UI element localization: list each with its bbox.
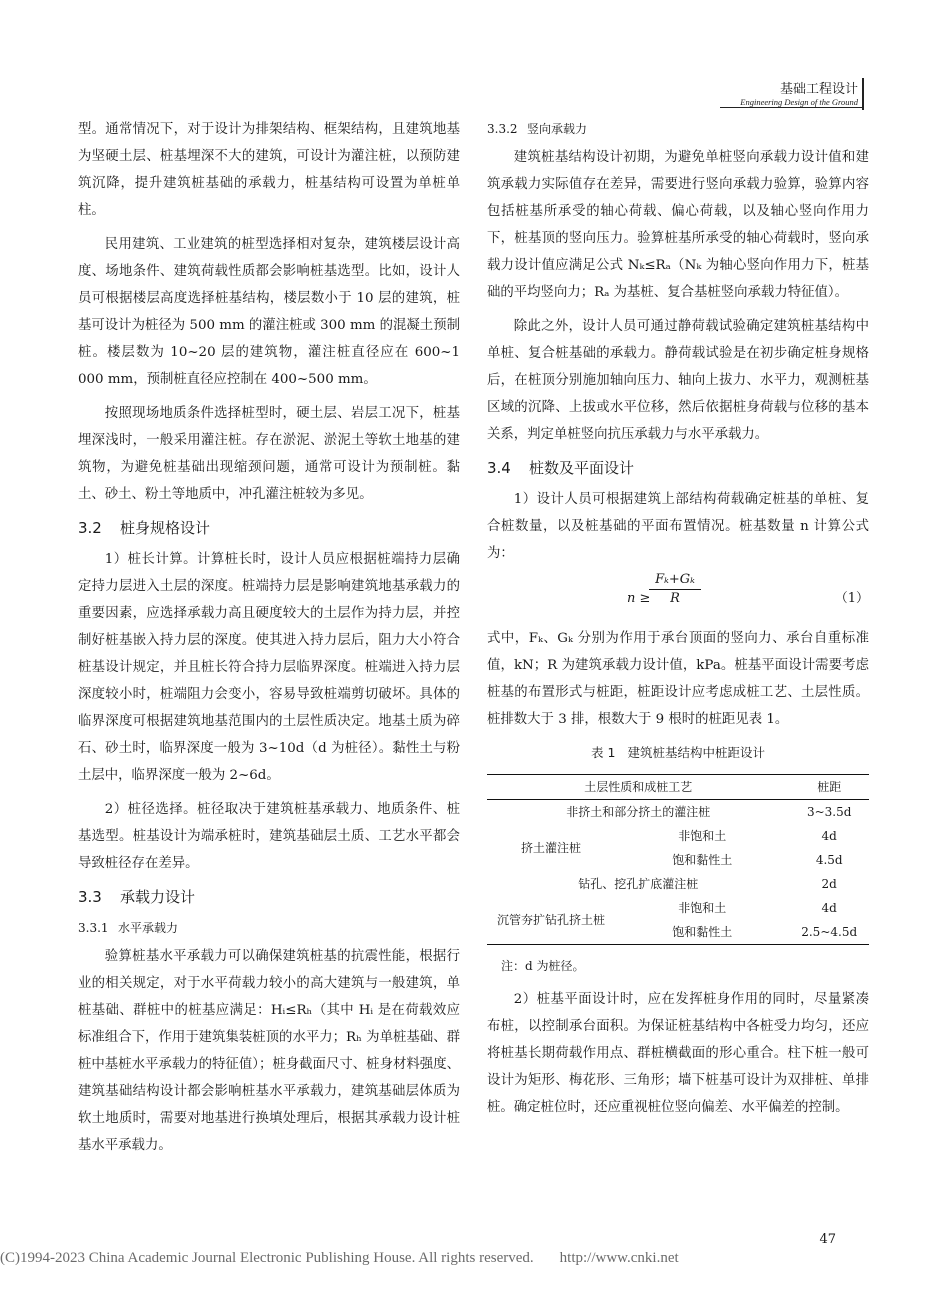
paragraph: 1）设计人员可根据建筑上部结构荷载确定桩基的单桩、复合桩数量，以及桩基础的平面布置情况。桩基数量 n 计算公式为：	[487, 492, 869, 561]
table-cell: 3~3.5d	[806, 805, 852, 819]
table-cell: 沉管夯扩钻孔挤土桩	[496, 913, 605, 927]
paragraph: 1）桩长计算。计算桩长时，设计人员应根据桩端持力层确定持力层进入土层的深度。桩端持力层是影响建筑地基承载力的重要因素，应选择承载力高且硬度较大的土层作为持力层，并控制好桩基嵌入持力层的深度。使其进入持力层后，阻力大小符合桩基设计规定，并且桩长符合持力层临界深度。桩端进入持力层深度较小时，桩端阻力会变小，容易导致桩端剪切破坏。具体的临界深度可根据建筑地基范围内的土层性质决定。地基土质为碎石、砂土时，临界深度一般为 3~10d（d 为桩径）。黏性土与粉土层中，临界深度一般为 2~6d。	[78, 552, 460, 783]
right-column	[487, 116, 869, 1121]
subsection-heading-3-3-2: 3.3.2 竖向承载力	[487, 122, 588, 136]
paragraph: 民用建筑、工业建筑的桩型选择相对复杂，建筑楼层设计高度、场地条件、建筑荷载性质都会影响桩基选型。比如，设计人员可根据楼层高度选择桩基结构，楼层数小于 10 层的建筑，桩基可设计为桩径为 500 mm 的灌注桩或 300 mm 的混凝土预制桩。楼层数为 10~20 层的建筑物，灌注桩直径应在 600~1 000 mm，预制桩直径应控制在 400~500 mm。	[78, 237, 460, 387]
fraction-denominator: R	[670, 591, 680, 606]
table-caption: 表 1 建筑桩基结构中桩距设计	[591, 745, 765, 760]
paragraph: 2）桩基平面设计时，应在发挥桩身作用的同时，尽量紧凑布桩，以控制承台面积。为保证桩基结构中各桩受力均匀，还应将桩基长期荷载作用点、群桩横截面的形心重合。柱下桩一般可设计为矩形、梅花形、三角形；墙下桩基可设计为双排桩、单排桩。确定桩位时，还应重视桩位竖向偏差、水平偏差的控制。	[487, 992, 869, 1115]
paragraph: 2）桩径选择。桩径取决于建筑桩基承载力、地质条件、桩基选型。桩基设计为端承桩时，建筑基础层土质、工艺水平都会导致桩径存在差异。	[78, 802, 460, 871]
running-header-subtitle: Engineering Design of the Ground	[740, 97, 858, 107]
section-heading-3-3: 3.3 承载力设计	[78, 888, 196, 906]
section-heading-3-4: 3.4 桩数及平面设计	[487, 459, 635, 477]
left-column	[78, 116, 460, 1159]
equation-fraction	[649, 571, 701, 608]
table-header-cell: 桩距	[817, 780, 842, 794]
header-horizontal-rule	[720, 107, 864, 108]
paragraph: 式中，Fₖ、Gₖ 分别为作用于承台顶面的竖向力、承台自重标准值，kN；R 为建筑承载力设计值，kPa。桩基平面设计需要考虑桩基的布置形式与桩距，桩距设计应考虑成桩工艺、土层性质。桩排数大于 3 排，根数大于 9 根时的桩距见表 1。	[487, 631, 869, 727]
table-cell: 4d	[821, 829, 837, 843]
table-cell: 挤土灌注桩	[520, 841, 581, 855]
table-cell: 非饱和土	[678, 901, 727, 915]
paragraph: 验算桩基水平承载力可以确保建筑桩基的抗震性能，根据行业的相关规定，对于水平荷载力较小的高大建筑与一般建筑，单桩基础、群桩中的桩基应满足：Hᵢ≤Rₕ（其中 Hᵢ 是在荷载效应标准组合下，作用于建筑集装桩顶的水平力；Rₕ 为单桩基础、群桩中基桩水平承载力的特征值）；桩身截面尺寸、桩身材料强度、建筑基础结构设计都会影响桩基水平承载力，建筑基础层体质为软土地质时，需要对地基进行换填处理后，根据其承载力设计桩基水平承载力。	[78, 949, 460, 1153]
table-note: 注：d 为桩径。	[501, 959, 585, 973]
paragraph: 建筑桩基结构设计初期，为避免单桩竖向承载力设计值和建筑承载力实际值存在差异，需要进行竖向承载力验算，验算内容包括桩基所承受的轴心荷载、偏心荷载，以及轴心竖向作用力下，桩基顶的竖向压力。验算桩基所承受的轴心荷载时，竖向承载力设计值应满足公式 Nₖ≤Rₐ（Nₖ 为轴心竖向作用力下，桩基础的平均竖向力；Rₐ 为基桩、复合基桩竖向承载力特征值）。	[487, 150, 869, 300]
header-vertical-rule	[862, 78, 864, 110]
equation-1	[487, 571, 869, 619]
equation-number: （1）	[834, 591, 869, 606]
pile-spacing-table	[487, 774, 869, 945]
subsection-heading-3-3-1: 3.3.1 水平承载力	[78, 921, 179, 935]
table-cell: 钻孔、挖孔扩底灌注桩	[578, 877, 699, 891]
page-number: 47	[819, 1232, 836, 1247]
paragraph: 型。通常情况下，对于设计为排架结构、框架结构，且建筑地基为坚硬土层、桩基埋深不大的建筑，可设计为灌注桩，以预防建筑沉降，提升建筑桩基础的承载力，桩基结构可设置为单桩单柱。	[78, 122, 460, 218]
table-header-cell: 土层性质和成桩工艺	[584, 780, 693, 794]
table-cell: 2.5~4.5d	[801, 925, 858, 939]
equation-lhs: n ≥	[627, 591, 651, 606]
table-cell: 饱和黏性土	[672, 925, 733, 939]
table-cell: 饱和黏性土	[672, 853, 733, 867]
table-cell: 4.5d	[815, 853, 843, 867]
table-row	[487, 896, 869, 920]
paragraph: 除此之外，设计人员可通过静荷载试验确定建筑桩基结构中单桩、复合桩基础的承载力。静荷载试验是在初步确定桩身规格后，在桩顶分别施加轴向压力、轴向上拔力、水平力，观测桩基区域的沉降、上拔或水平位移，然后依据桩身荷载与位移的基本关系，判定单桩竖向抗压承载力与水平承载力。	[487, 319, 869, 442]
table-cell: 2d	[821, 877, 837, 891]
copyright-footer	[0, 1250, 679, 1267]
section-heading-3-2: 3.2 桩身规格设计	[78, 519, 211, 537]
fraction-numerator: Fₖ+Gₖ	[649, 571, 701, 590]
table-cell: 非饱和土	[678, 829, 727, 843]
paragraph: 按照现场地质条件选择桩型时，硬土层、岩层工况下，桩基埋深浅时，一般采用灌注桩。存在淤泥、淤泥土等软土地基的建筑物，为避免桩基础出现缩颈问题，通常可设计为预制桩。黏土、砂土、粉土等地质中，冲孔灌注桩较为多见。	[78, 406, 460, 502]
table-row	[487, 800, 869, 825]
table-row	[487, 824, 869, 848]
footer-url: http://www.cnki.net	[559, 1250, 679, 1266]
running-header-title: 基础工程设计	[779, 82, 858, 97]
table-cell: 4d	[821, 901, 837, 915]
copyright-text: (C)1994-2023 China Academic Journal Electronic Publishing House. All rights reserved.	[0, 1250, 534, 1266]
table-cell: 非挤土和部分挤土的灌注桩	[566, 805, 711, 819]
table-row	[487, 872, 869, 896]
table-header-row	[487, 775, 869, 800]
